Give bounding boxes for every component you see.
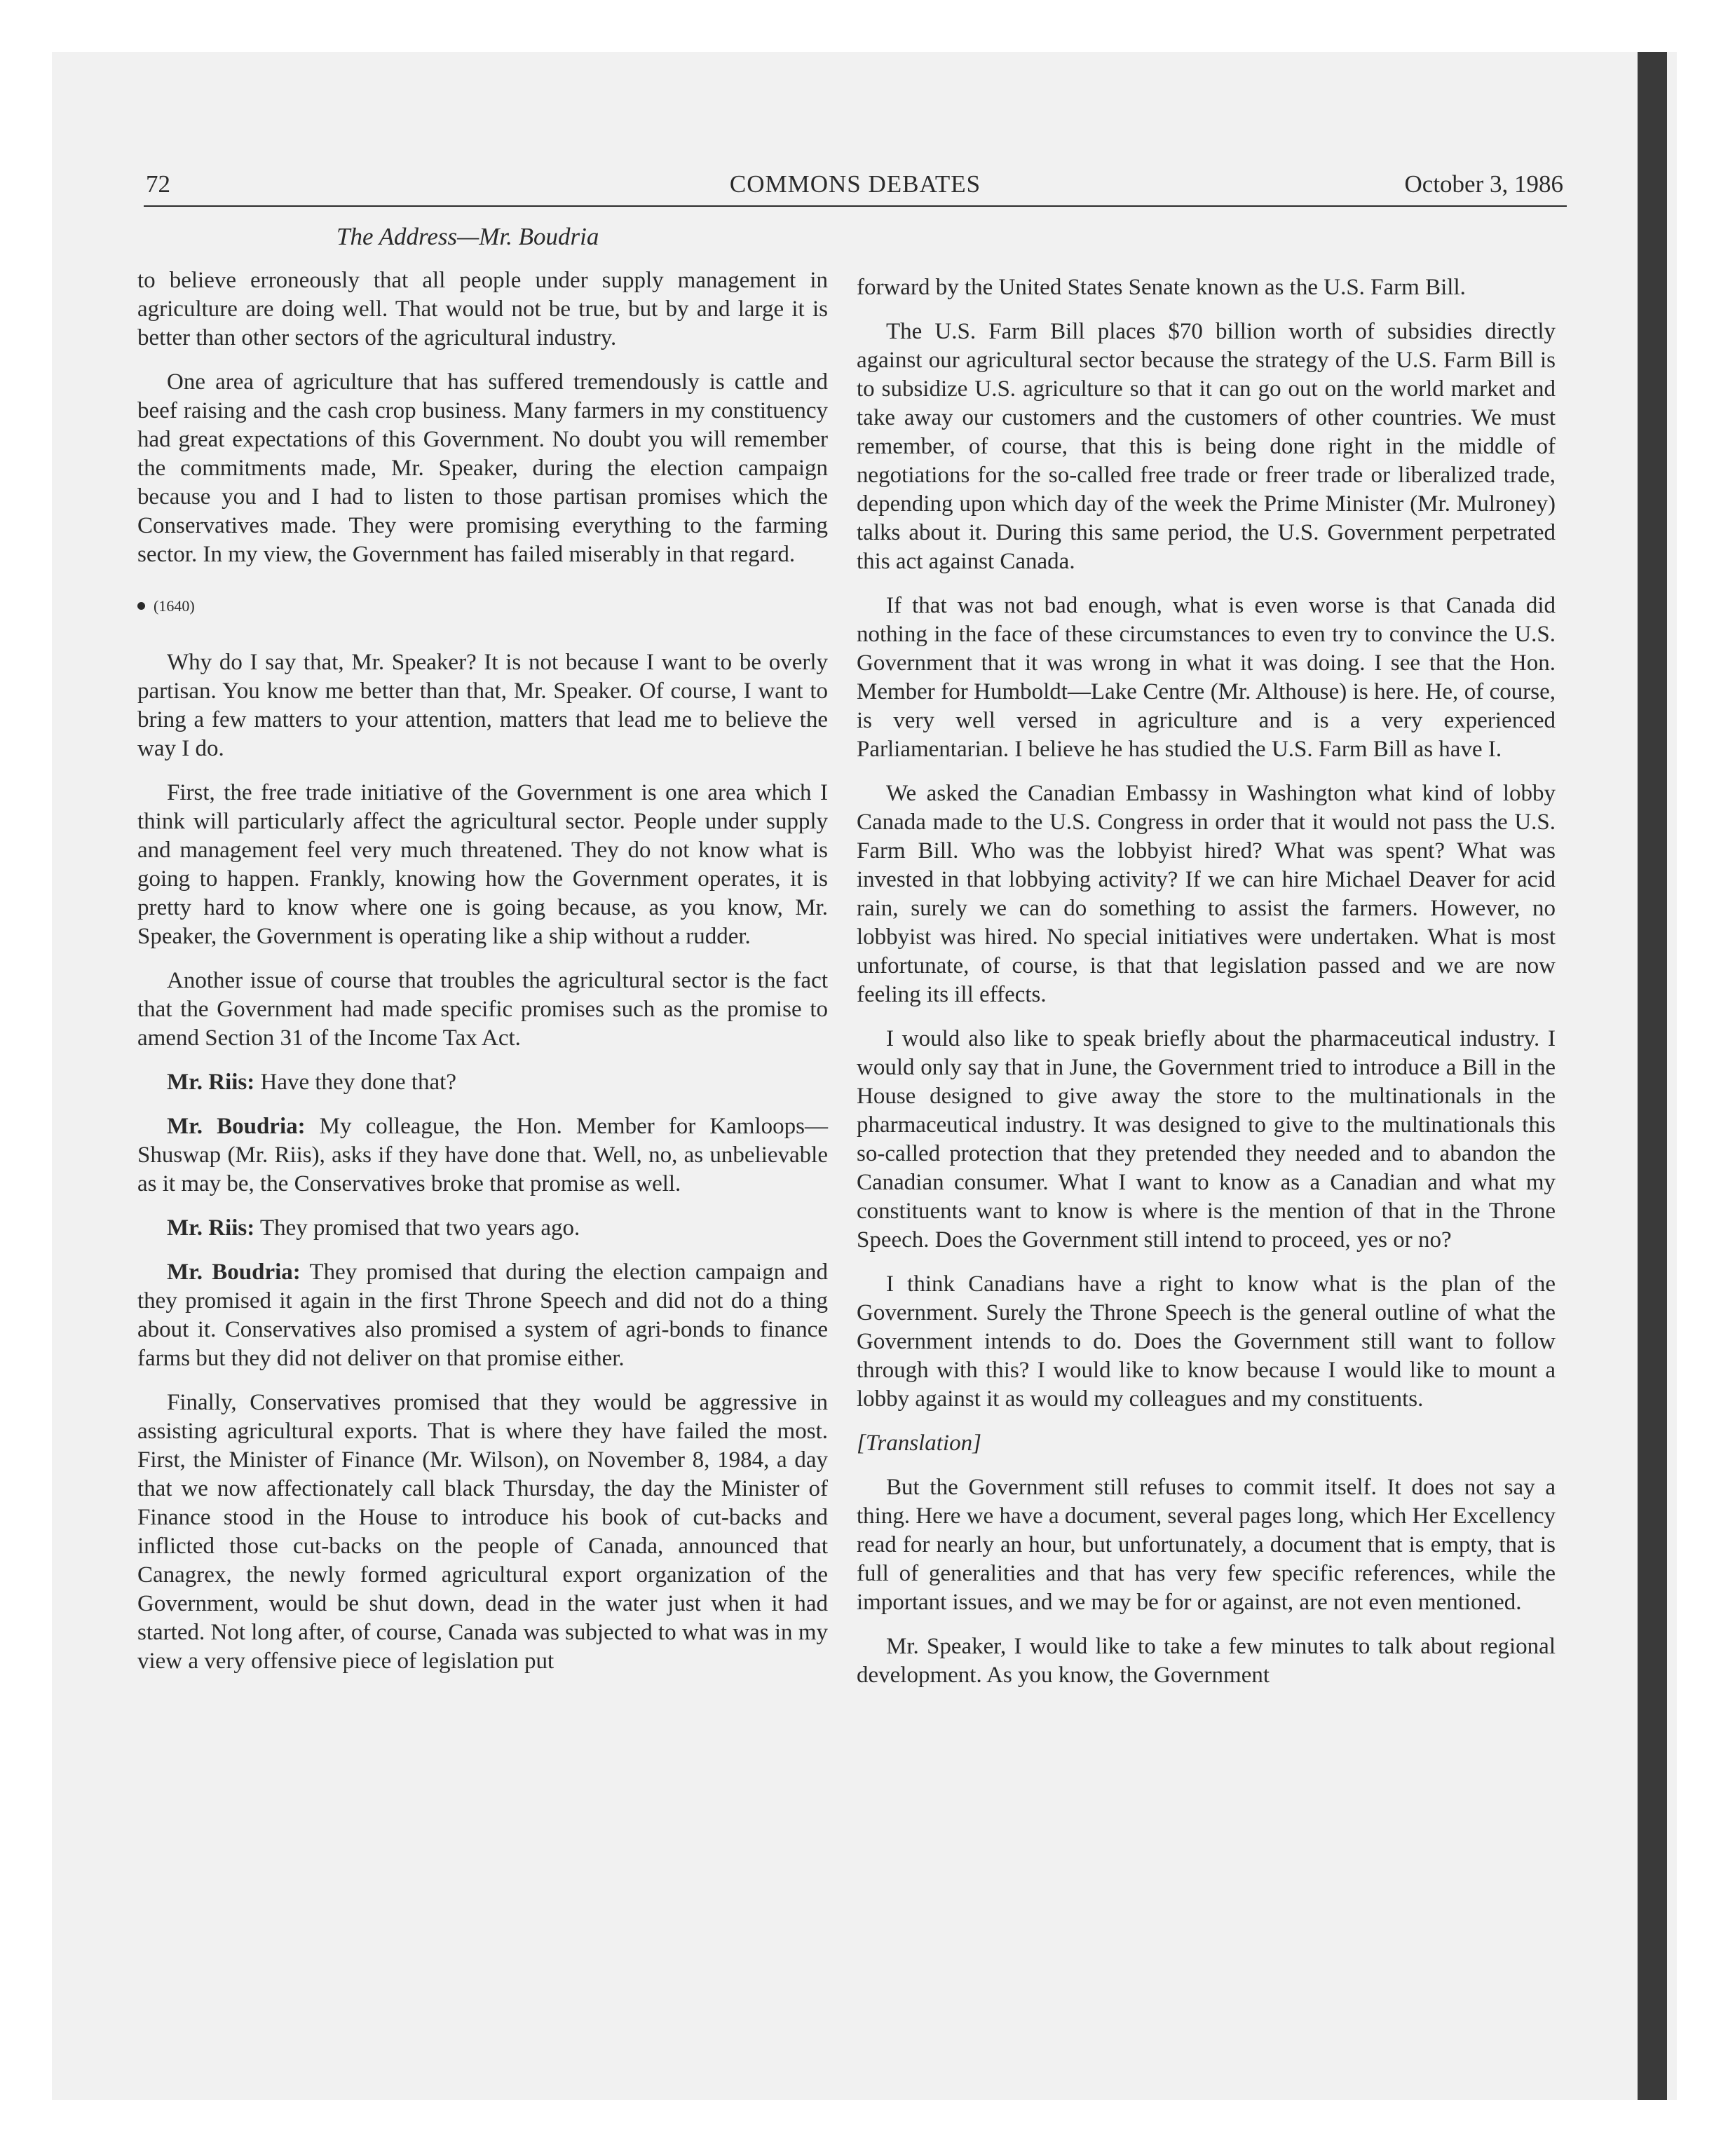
speech-text: They promised that two years ago. — [254, 1215, 580, 1241]
right-column — [857, 273, 1556, 1705]
time-stamp-label: (1640) — [154, 597, 195, 615]
running-subheading: The Address—Mr. Boudria — [336, 223, 599, 250]
left-paragraph-4: First, the free trade initiative of the Government is one area which I think will particularly affect the agricultural sector. People under supply and management feel very much threatened. They do not know what is going to happen. Frankly, knowing how the Government operates, it is pretty hard to know where one is going because, as you know, Mr. Speaker, the Government is operating like a ship without a rudder. — [137, 780, 828, 949]
page-number: 72 — [146, 170, 170, 198]
left-paragraph-2: One area of agriculture that has suffered tremendously is cattle and beef raising and the cash crop business. Many farmers in my constituency had great expectations of this Government. No doubt you will remember the commitments made, Mr. Speaker, during the election campaign because you and I had to listen to those partisan promises which the Conservatives made. They were promising everything to the farming sector. In my view, the Government has failed miserably in that regard. — [137, 369, 828, 567]
header-rule — [144, 205, 1567, 207]
left-paragraph-6: Finally, Conservatives promised that they would be aggressive in assisting agricultural exports. That is where they have failed the most. First, the Minister of Finance (Mr. Wilson), on November 8, 1984, a day that we now affectionately call black Thursday, the day the Minister of Finance stood in the House to introduce his book of cut-backs and inflicted those cut-backs on the people of Canada, announced that Canagrex, the newly formed agricultural export organization of the Government, would be shut down, dead in the water just when it had started. Not long after, of course, Canada was subjected to what was in my view a very offensive piece of legislation put — [137, 1390, 828, 1674]
publication-title: COMMONS DEBATES — [729, 170, 981, 198]
speaker-name: Mr. Boudria: — [167, 1260, 301, 1285]
scan-edge-bar — [1638, 52, 1667, 2100]
time-stamp — [137, 592, 828, 620]
speech-riis-2 — [137, 1214, 828, 1243]
left-paragraph-1: to believe erroneously that all people under supply management in agriculture are doing well. That would not be true, but by and large it is better than other sectors of the agricultural industry. — [137, 268, 828, 350]
speaker-name: Mr. Riis: — [167, 1215, 255, 1241]
speech-text: Have they done that? — [254, 1070, 456, 1095]
bullet-icon — [137, 602, 145, 610]
speaker-name: Mr. Riis: — [167, 1070, 255, 1095]
right-paragraph-8: Mr. Speaker, I would like to take a few minutes to talk about regional development. As you know, the Government — [857, 1634, 1556, 1688]
speech-text: My colleague, the Hon. Member for Kamloops—Shuswap (Mr. Riis), asks if they have done that. Well, no, as unbelievable as it may be, the Conservatives broke that promise as well. — [137, 1114, 828, 1196]
speech-riis-1 — [137, 1068, 828, 1097]
right-paragraph-7: But the Government still refuses to commit itself. It does not say a thing. Here we have a document, several pages long, which Her Excellency read for nearly an hour, but unfortunately, a document that is empty, that is full of generalities and that has very few specific references, while the important issues, and we may be for or against, are not even mentioned. — [857, 1475, 1556, 1615]
right-paragraph-2: The U.S. Farm Bill places $70 billion worth of subsidies directly against our agricultural sector because the strategy of the U.S. Farm Bill is to subsidize U.S. agriculture so that it can go out on the world market and take away our customers and the customers of other countries. We must remember, of course, that this is being done right in the middle of negotiations for the so-called free trade or freer trade or liberalized trade, depending upon which day of the week the Prime Minister (Mr. Mulroney) talks about it. During this same period, the U.S. Government perpetrated this act against Canada. — [857, 319, 1556, 574]
translation-note: [Translation] — [857, 1431, 981, 1456]
left-paragraph-5: Another issue of course that troubles the agricultural sector is the fact that the Government had made specific promises such as the promise to amend Section 31 of the Income Tax Act. — [137, 968, 828, 1051]
right-paragraph-4: We asked the Canadian Embassy in Washington what kind of lobby Canada made to the U.S. Congress in order that it would not pass the U.S. Farm Bill. Who was the lobbyist hired? What was spent? What was invested in that lobbying activity? If we can hire Michael Deaver for acid rain, surely we can do something to assist the farmers. However, no lobbyist was hired. No special initiatives were undertaken. What is most unfortunate, of course, is that that legislation passed and we are now feeling its ill effects. — [857, 781, 1556, 1007]
speaker-name: Mr. Boudria: — [167, 1114, 306, 1139]
right-paragraph-1: forward by the United States Senate known as the U.S. Farm Bill. — [857, 275, 1466, 300]
right-paragraph-3: If that was not bad enough, what is even worse is that Canada did nothing in the face of these circumstances to even try to convince the U.S. Government that it was wrong in what it was doing. I see that the Hon. Member for Humboldt—Lake Centre (Mr. Althouse) is here. He, of course, is very well versed in agriculture and is a very experienced Parliamentarian. I believe he has studied the U.S. Farm Bill as have I. — [857, 593, 1556, 762]
left-column — [137, 266, 828, 1691]
right-paragraph-6: I think Canadians have a right to know what is the plan of the Government. Surely the Throne Speech is the general outline of what the Government intends to do. Does the Government still want to follow through with this? I would like to know because I would like to mount a lobby against it as would my colleagues and my constituents. — [857, 1271, 1556, 1412]
right-paragraph-5: I would also like to speak briefly about the pharmaceutical industry. I would only say that in June, the Government tried to introduce a Bill in the House designed to give away the store to the multinationals in the pharmaceutical industry. It was designed to give to the multinationals this so-called protection that they pretended they needed and to abandon the Canadian consumer. What I want to know as a Canadian and what my constituents want to know is where is the mention of that in the Throne Speech. Does the Government still intend to proceed, yes or no? — [857, 1026, 1556, 1253]
speech-boudria-2 — [137, 1258, 828, 1373]
issue-date: October 3, 1986 — [1404, 170, 1563, 198]
speech-text: They promised that during the election campaign and they promised it again in the first Throne Speech and did not do a thing about it. Conservatives also promised a system of agri-bonds to finance farms but they did not deliver on that promise either. — [137, 1260, 828, 1371]
speech-boudria-1 — [137, 1112, 828, 1199]
left-paragraph-3: Why do I say that, Mr. Speaker? It is not because I want to be overly partisan. You know me better than that, Mr. Speaker. Of course, I want to bring a few matters to your attention, matters that lead me to believe the way I do. — [137, 650, 828, 761]
